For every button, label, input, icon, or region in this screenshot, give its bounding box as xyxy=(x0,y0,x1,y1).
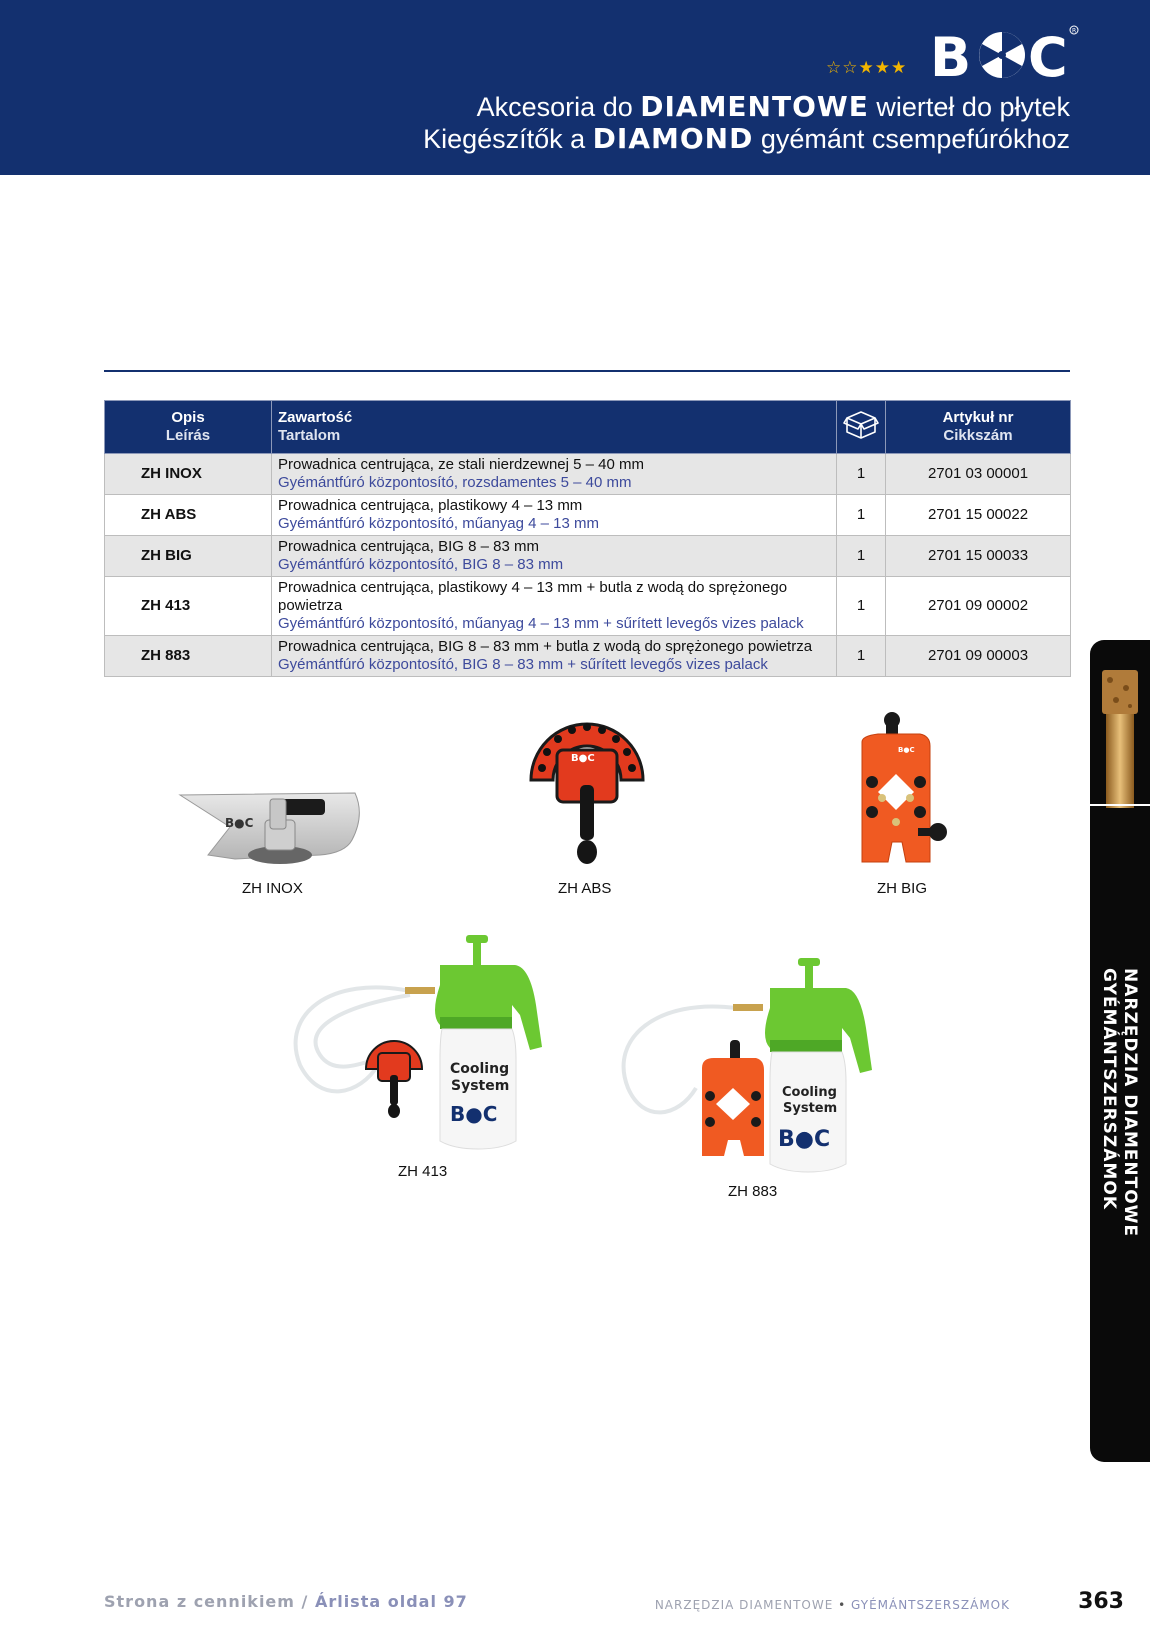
product-quantity: 1 xyxy=(837,454,886,495)
zh-big-image xyxy=(858,712,948,872)
tab-separator xyxy=(1090,804,1150,806)
bottle-text-system: System xyxy=(783,1101,838,1116)
product-description: Prowadnica centrująca, plastikowy 4 – 13 mm + butla z wodą do sprężonego powietrza Gyémántfúró központosító, műanyag 4 – 13 mm + sűrített levegős vizes palack xyxy=(272,577,837,636)
product-description: Prowadnica centrująca, BIG 8 – 83 mm Gyémántfúró központosító, BIG 8 – 83 mm xyxy=(272,536,837,577)
svg-text:B: B xyxy=(930,26,972,84)
product-code: ZH 413 xyxy=(105,577,272,636)
bottle-text-system: System xyxy=(451,1078,510,1094)
article-number: 2701 09 00002 xyxy=(886,577,1071,636)
table-row xyxy=(105,495,1071,536)
product-code: ZH 883 xyxy=(105,636,272,677)
bottle-text-cooling: Cooling xyxy=(782,1085,837,1100)
header-contents: Zawartość Tartalom xyxy=(272,401,837,454)
zh-413-image xyxy=(290,935,560,1150)
table-row xyxy=(105,536,1071,577)
zh-abs-image xyxy=(525,710,650,870)
drill-bit-icon xyxy=(1096,670,1144,808)
table-row xyxy=(105,454,1071,495)
hollow-stars: ☆☆ xyxy=(826,58,859,77)
product-code: ZH INOX xyxy=(105,454,272,495)
product-table xyxy=(104,400,1071,677)
title-hungarian: Kiegészítők a DIAMOND gyémánt csempefúrókhoz xyxy=(423,122,1070,155)
table-row xyxy=(105,577,1071,636)
header-article-number: Artykuł nr Cikkszám xyxy=(886,401,1071,454)
product-quantity: 1 xyxy=(837,495,886,536)
article-number: 2701 15 00022 xyxy=(886,495,1071,536)
footer-section-name: NARZĘDZIA DIAMENTOWE • GYÉMÁNTSZERSZÁMOK xyxy=(654,1598,1010,1612)
zh-883-image xyxy=(618,958,890,1173)
table-row xyxy=(105,636,1071,677)
side-category-label xyxy=(1098,968,1142,1298)
caption-zh-inox: ZH INOX xyxy=(242,880,303,897)
article-number: 2701 15 00033 xyxy=(886,536,1071,577)
box-icon xyxy=(843,408,879,442)
caption-zh-413: ZH 413 xyxy=(398,1163,448,1180)
rating-stars xyxy=(826,58,907,78)
bottle-logo: B●C xyxy=(778,1127,831,1152)
article-number: 2701 09 00003 xyxy=(886,636,1071,677)
article-number: 2701 03 00001 xyxy=(886,454,1071,495)
zh-inox-image xyxy=(170,785,370,875)
page-number: 363 xyxy=(1078,1589,1124,1614)
product-quantity: 1 xyxy=(837,636,886,677)
header-description: Opis Leírás xyxy=(105,401,272,454)
table-header-row xyxy=(105,401,1071,454)
svg-text:R: R xyxy=(1072,27,1077,35)
product-quantity: 1 xyxy=(837,577,886,636)
page-header xyxy=(0,0,1150,175)
filled-stars: ★★★ xyxy=(858,58,908,77)
title-polish: Akcesoria do DIAMENTOWE wierteł do płytek xyxy=(476,90,1070,123)
product-description: Prowadnica centrująca, ze stali nierdzewnej 5 – 40 mm Gyémántfúró központosító, rozsdamentes 5 – 40 mm xyxy=(272,454,837,495)
product-code: ZH ABS xyxy=(105,495,272,536)
big-logo: B●C xyxy=(898,746,915,754)
inox-logo: B●C xyxy=(225,816,254,830)
footer-price-list-ref: Strona z cennikiem / Árlista oldal 97 xyxy=(104,1592,468,1611)
bottle-text-cooling: Cooling xyxy=(450,1061,510,1077)
side-label-polish: NARZĘDZIA DIAMENTOWE xyxy=(1120,968,1140,1238)
boc-logo xyxy=(930,24,1080,84)
product-description: Prowadnica centrująca, BIG 8 – 83 mm + butla z wodą do sprężonego powietrza Gyémántfúró központosító, BIG 8 – 83 mm + sűrített levegős vizes palack xyxy=(272,636,837,677)
caption-zh-abs: ZH ABS xyxy=(558,880,612,897)
product-description: Prowadnica centrująca, plastikowy 4 – 13 mm Gyémántfúró központosító, műanyag 4 – 13 mm xyxy=(272,495,837,536)
header-quantity xyxy=(837,401,886,454)
abs-logo: B●C xyxy=(571,753,595,764)
bottle-logo: B●C xyxy=(450,1102,498,1126)
product-quantity: 1 xyxy=(837,536,886,577)
section-divider xyxy=(104,370,1070,372)
side-label-hungarian: GYÉMÁNTSZERSZÁMOK xyxy=(1099,968,1119,1210)
svg-text:C: C xyxy=(1028,26,1068,84)
caption-zh-big: ZH BIG xyxy=(877,880,928,897)
product-code: ZH BIG xyxy=(105,536,272,577)
caption-zh-883: ZH 883 xyxy=(728,1183,778,1200)
